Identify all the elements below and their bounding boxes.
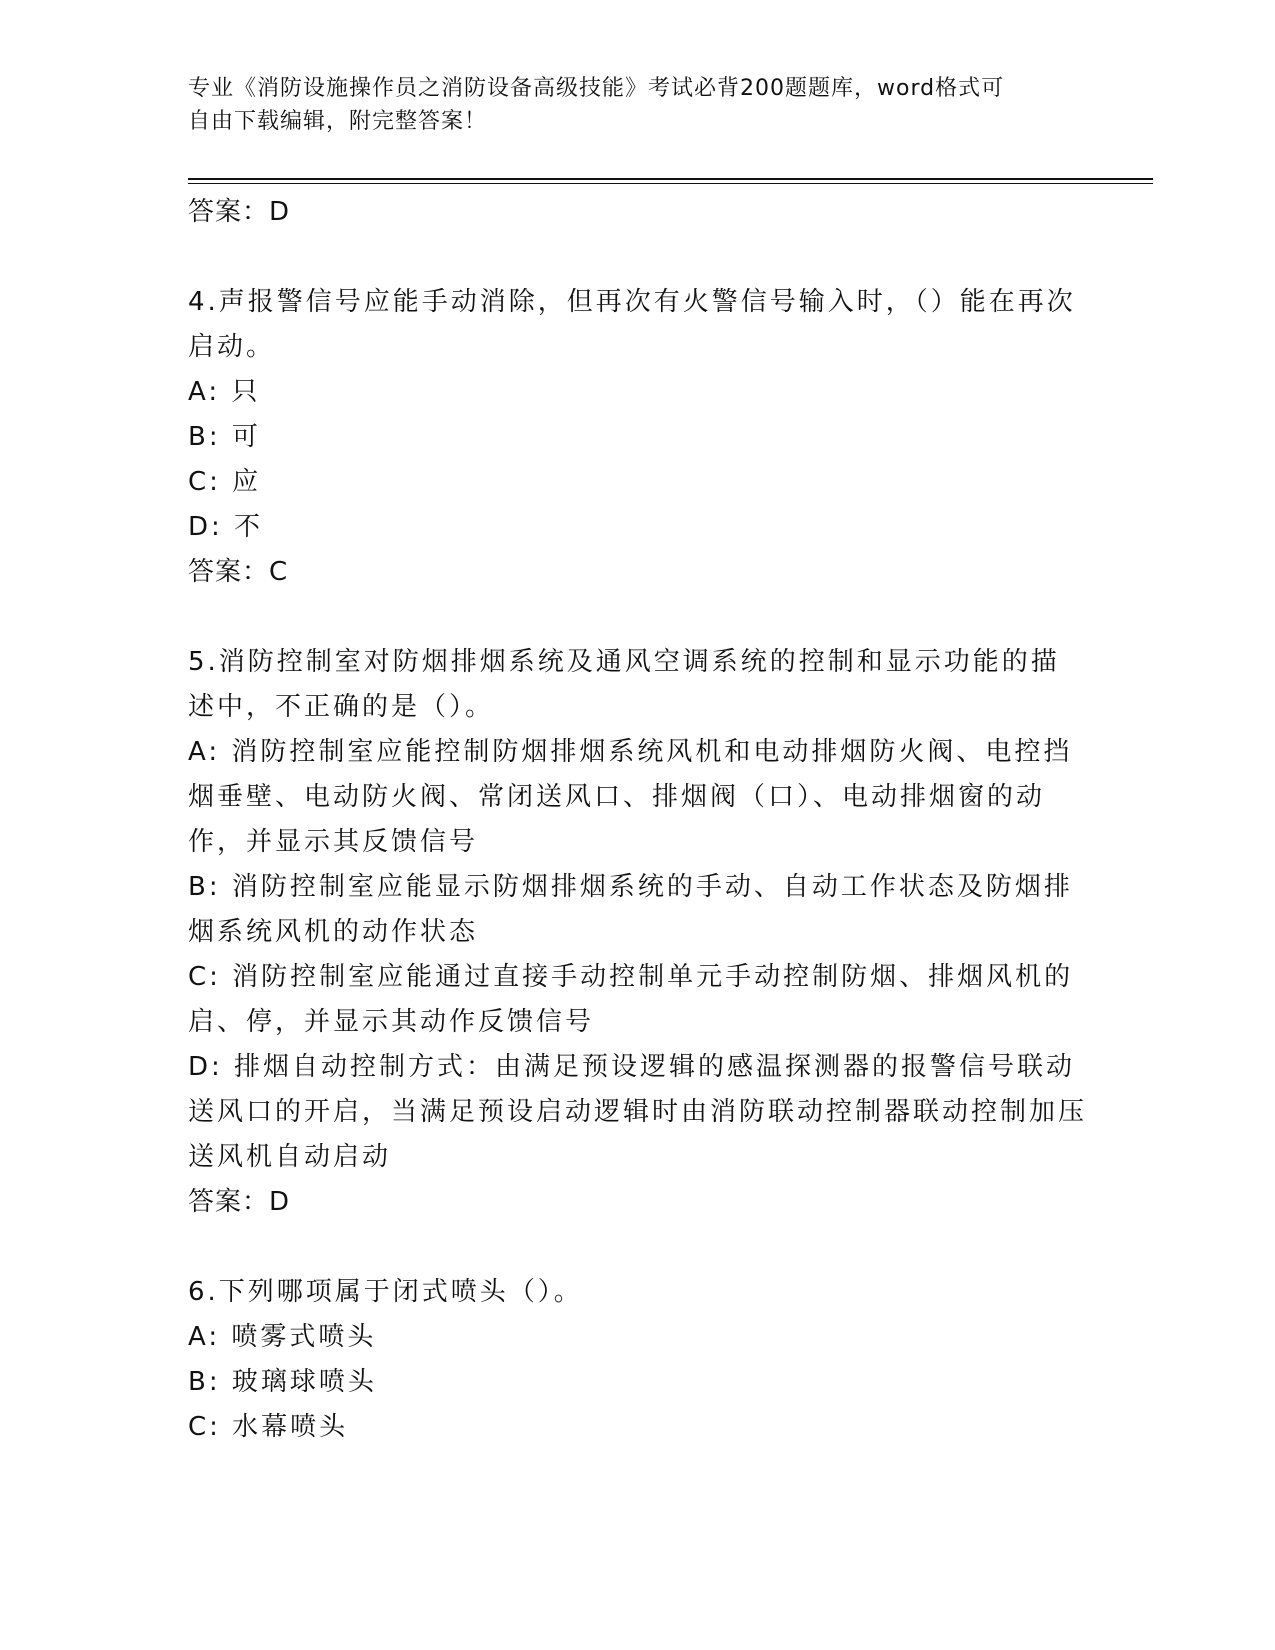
question-4 [188,280,1088,595]
question-stem: 4.声报警信号应能手动消除，但再次有火警信号输入时，（）能在再次启动。 [188,287,1076,362]
document-header [188,72,1088,138]
question-answer: 答案：D [188,1187,291,1217]
option-b: B: 消防控制室应能显示防烟排烟系统的手动、自动工作状态及防烟排烟系统风机的动作状态 [188,872,1073,947]
document-body [188,190,1088,1450]
question-stem: 6.下列哪项属于闭式喷头（）。 [188,1277,583,1307]
header-rule-thick [188,178,1153,180]
option-b: B: 玻璃球喷头 [188,1367,377,1397]
option-c: C: 消防控制室应能通过直接手动控制单元手动控制防烟、排烟风机的启、停，并显示其动作反馈信号 [188,962,1074,1037]
option-b: B: 可 [188,422,261,452]
option-c: C: 应 [188,467,262,497]
header-line-1: 专业《消防设施操作员之消防设备高级技能》考试必背200题题库，word格式可 [188,76,1005,101]
question-6 [188,1270,1088,1450]
question-5 [188,640,1088,1225]
option-a: A: 消防控制室应能控制防烟排烟系统风机和电动排烟防火阀、电控挡烟垂壁、电动防火阀、常闭送风口、排烟阀（口）、电动排烟窗的动作，并显示其反馈信号 [188,737,1073,857]
option-a: A: 只 [188,377,261,407]
option-d: D: 不 [188,512,264,542]
header-line-2: 自由下载编辑，附完整答案！ [188,109,488,134]
question-stem: 5.消防控制室对防烟排烟系统及通风空调系统的控制和显示功能的描述中，不正确的是（）。 [188,647,1060,722]
option-c: C: 水幕喷头 [188,1412,349,1442]
option-d: D: 排烟自动控制方式：由满足预设逻辑的感温探测器的报警信号联动送风口的开启，当满足预设启动逻辑时由消防联动控制器联动控制加压送风机自动启动 [188,1052,1088,1172]
option-a: A: 喷雾式喷头 [188,1322,377,1352]
header-rule-thin [188,183,1153,184]
previous-answer: 答案：D [188,197,291,227]
question-answer: 答案：C [188,557,289,587]
